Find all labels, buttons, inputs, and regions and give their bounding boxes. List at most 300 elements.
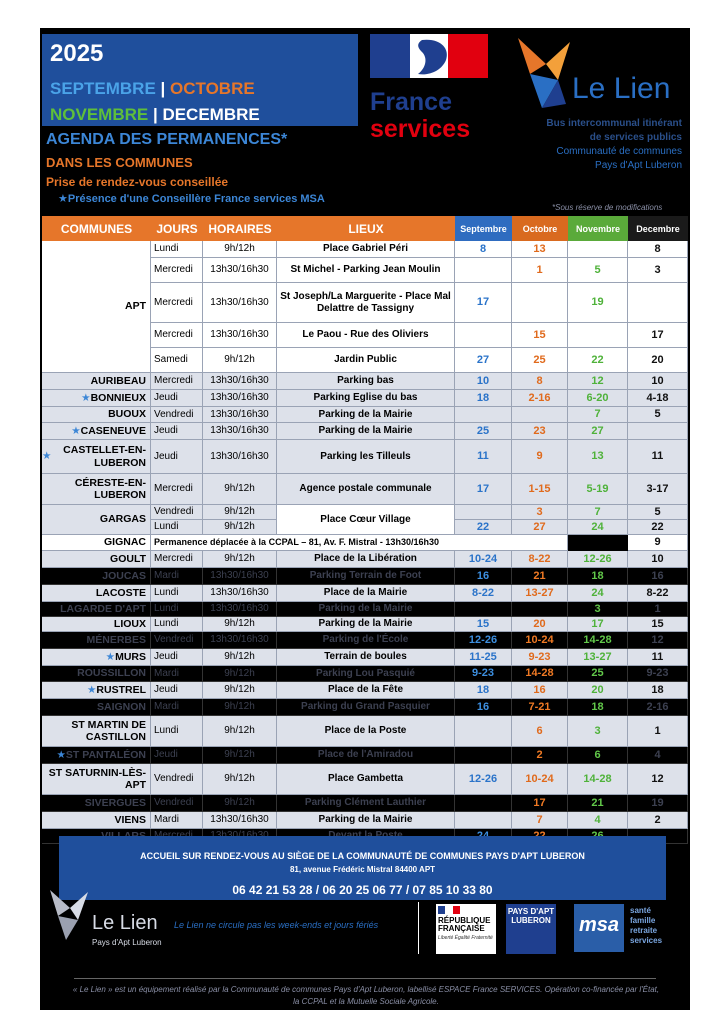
decembre-value: 22 <box>628 520 688 535</box>
le-lien-name: Le Lien <box>572 72 671 105</box>
header-horaires: HORAIRES <box>203 216 277 241</box>
reserve-star: * <box>552 203 556 212</box>
decembre-value: 10 <box>628 551 688 568</box>
lieu-cell: Parking de la Mairie <box>277 602 455 617</box>
horaire-cell: 13h30/16h30 <box>203 407 277 423</box>
commune-name <box>42 795 151 812</box>
jour-cell: Jeudi <box>151 440 203 474</box>
commune-label: SAIGNON <box>96 700 146 713</box>
septembre-value: 17 <box>455 474 512 505</box>
commune-name <box>42 617 151 632</box>
octobre-value: 10-24 <box>512 632 568 649</box>
star-icon: ★ <box>56 748 66 761</box>
commune-name <box>42 632 151 649</box>
octobre-value: 16 <box>512 682 568 699</box>
commune-name <box>42 474 151 505</box>
decembre-value: 10 <box>628 373 688 390</box>
novembre-value: 27 <box>568 423 628 440</box>
commune-name <box>42 390 151 407</box>
novembre-value: 12 <box>568 373 628 390</box>
commune-label: SIVERGUES <box>84 796 146 809</box>
horaire-cell: 13h30/16h30 <box>203 585 277 602</box>
horaire-cell: 13h30/16h30 <box>203 283 277 323</box>
header-decembre: Decembre <box>628 216 688 241</box>
horaire-cell: 9h/12h <box>203 348 277 373</box>
decembre-value: 12 <box>628 764 688 795</box>
le-lien-line4: Pays d'Apt Luberon <box>595 160 682 171</box>
commune-label: BUOUX <box>108 408 146 421</box>
msa-word: famille <box>630 916 656 925</box>
commune-label: MÉNERBES <box>86 633 146 646</box>
commune-name <box>42 373 151 390</box>
month-separator: | <box>155 79 170 98</box>
reserve-note <box>552 203 662 212</box>
months-line-1 <box>50 79 255 99</box>
octobre-value: 6 <box>512 716 568 747</box>
lieu-cell: Place de la Poste <box>277 716 455 747</box>
octobre-value: 27 <box>512 520 568 535</box>
table-row <box>42 716 688 747</box>
table-row <box>42 602 688 617</box>
commune-label: VIENS <box>114 813 146 826</box>
horaire-cell: 9h/12h <box>203 474 277 505</box>
reserve-note-text: Sous réserve de modifications <box>555 203 663 212</box>
commune-name <box>42 699 151 716</box>
table-row <box>42 699 688 716</box>
septembre-value: 11-25 <box>455 649 512 666</box>
jour-cell: Jeudi <box>151 747 203 764</box>
republique-francaise-text: RÉPUBLIQUE FRANÇAISE <box>438 916 491 934</box>
table-row <box>42 795 688 812</box>
novembre-value: 20 <box>568 682 628 699</box>
accueil-address: 81, avenue Frédéric Mistral 84400 APT <box>289 865 436 874</box>
decembre-value: 1 <box>628 716 688 747</box>
horaire-cell: 9h/12h <box>203 617 277 632</box>
poster <box>40 28 690 1010</box>
accueil-line1: ACCUEIL SUR RENDEZ-VOUS AU SIÈGE DE LA COMMUNAUTÉ DE COMMUNES PAYS D'APT LUBERON <box>140 851 585 861</box>
octobre-value: 20 <box>512 617 568 632</box>
jour-cell: Lundi <box>151 716 203 747</box>
republique-motto: Liberté Égalité Fraternité <box>438 935 493 941</box>
table-row <box>42 407 688 423</box>
commune-name <box>42 551 151 568</box>
jour-cell: Mercredi <box>151 373 203 390</box>
lieu-cell: Parking bas <box>277 373 455 390</box>
decembre-value: 5 <box>628 407 688 423</box>
footer-rule <box>74 978 656 979</box>
jour-cell: Mercredi <box>151 283 203 323</box>
octobre-value: 2-16 <box>512 390 568 407</box>
decembre-value: 11 <box>628 649 688 666</box>
jour-cell: Lundi <box>151 585 203 602</box>
jour-cell: Vendredi <box>151 407 203 423</box>
lieu-cell: Parking de l'École <box>277 632 455 649</box>
horaire-cell: 9h/12h <box>203 520 277 535</box>
septembre-value: 8-22 <box>455 585 512 602</box>
jour-cell: Mercredi <box>151 474 203 505</box>
lieu-cell: Place Gabriel Péri <box>277 241 455 258</box>
octobre-value <box>512 283 568 323</box>
commune-label: AURIBEAU <box>90 374 146 387</box>
lieu-cell: Agence postale communale <box>277 474 455 505</box>
footer-le-lien-name: Le Lien <box>92 912 158 934</box>
novembre-value: 6 <box>568 747 628 764</box>
jour-cell: Jeudi <box>151 682 203 699</box>
decembre-value: 11 <box>628 440 688 474</box>
septembre-value: 15 <box>455 617 512 632</box>
horaire-cell: 13h30/16h30 <box>203 323 277 348</box>
table-row <box>42 390 688 407</box>
novembre-value: 12-26 <box>568 551 628 568</box>
jour-cell: Vendredi <box>151 505 203 520</box>
msa-text: msa <box>578 914 620 936</box>
horaire-cell: 9h/12h <box>203 764 277 795</box>
commune-name <box>42 812 151 829</box>
novembre-value: 22 <box>568 348 628 373</box>
accueil-phones: 06 42 21 53 28 / 06 20 25 06 77 / 07 85 10 33 80 <box>232 883 493 897</box>
septembre-value: 12-26 <box>455 632 512 649</box>
lieu-cell: Terrain de boules <box>277 649 455 666</box>
jour-cell: Jeudi <box>151 649 203 666</box>
decembre-value: 20 <box>628 348 688 373</box>
commune-label: BONNIEUX <box>90 391 146 404</box>
table-row <box>42 682 688 699</box>
msa-word: services <box>630 936 663 945</box>
footer-le-lien-logo <box>46 886 166 956</box>
decembre-value: 19 <box>628 795 688 812</box>
commune-name <box>42 535 151 551</box>
table-row <box>42 764 688 795</box>
commune-label: CÉRESTE-EN-LUBERON <box>74 476 146 501</box>
novembre-value: 24 <box>568 585 628 602</box>
decembre-value <box>628 283 688 323</box>
header-box <box>42 34 358 126</box>
month-separator: | <box>148 105 163 124</box>
lieu-cell: Jardin Public <box>277 348 455 373</box>
commune-name <box>42 585 151 602</box>
commune-label: ST MARTIN DE CASTILLON <box>71 718 146 743</box>
jour-cell: Lundi <box>151 520 203 535</box>
octobre-value: 8 <box>512 373 568 390</box>
novembre-value: 17 <box>568 617 628 632</box>
septembre-value: 12-26 <box>455 764 512 795</box>
header-septembre: Septembre <box>455 216 512 241</box>
octobre-value <box>512 407 568 423</box>
header-communes: COMMUNES <box>42 216 151 241</box>
jour-cell: Mardi <box>151 812 203 829</box>
star-icon: ★ <box>42 450 52 463</box>
commune-label: GIGNAC <box>104 536 146 549</box>
novembre-value: 6-20 <box>568 390 628 407</box>
commune-name <box>42 649 151 666</box>
septembre-value <box>455 407 512 423</box>
horaire-cell: 9h/12h <box>203 699 277 716</box>
lieu-cell: Place de la Fête <box>277 682 455 699</box>
horaire-cell: 13h30/16h30 <box>203 602 277 617</box>
commune-label: RUSTREL <box>96 683 146 696</box>
horaire-cell: 13h30/16h30 <box>203 568 277 585</box>
france-word: France <box>370 88 452 116</box>
jour-cell: Mardi <box>151 666 203 682</box>
septembre-value: 27 <box>455 348 512 373</box>
lieu-cell: St Michel - Parking Jean Moulin <box>277 258 455 283</box>
jour-cell: Mercredi <box>151 323 203 348</box>
septembre-value: 17 <box>455 283 512 323</box>
septembre-value <box>455 505 512 520</box>
lieu-cell: Place de l'Amiradou <box>277 747 455 764</box>
novembre-value: 25 <box>568 666 628 682</box>
decembre-value: 8 <box>628 241 688 258</box>
commune-name <box>42 716 151 747</box>
octobre-value: 23 <box>512 423 568 440</box>
table-row <box>42 373 688 390</box>
septembre-value <box>455 323 512 348</box>
subtitle-communes: DANS LES COMMUNES <box>46 155 193 170</box>
le-lien-line2: de services publics <box>589 132 682 143</box>
decembre-value: 17 <box>628 323 688 348</box>
table-row <box>42 551 688 568</box>
months-line-2 <box>50 105 260 125</box>
horaire-cell: 13h30/16h30 <box>203 423 277 440</box>
table-header <box>42 216 688 241</box>
commune-name <box>42 747 151 764</box>
octobre-value: 3 <box>512 505 568 520</box>
commune-label: CASTELLET-EN-LUBERON <box>63 444 146 469</box>
table-row <box>42 812 688 829</box>
decembre-value: 9 <box>628 535 688 551</box>
tricolor-flag-icon <box>438 906 460 914</box>
novembre-value: 18 <box>568 568 628 585</box>
septembre-value: 9-23 <box>455 666 512 682</box>
octobre-value: 9 <box>512 440 568 474</box>
jour-cell: Vendredi <box>151 795 203 812</box>
novembre-value: 21 <box>568 795 628 812</box>
lieu-cell: Parking de la Mairie <box>277 407 455 423</box>
commune-label: GARGAS <box>99 513 146 526</box>
table-row <box>42 283 688 323</box>
france-services-logo <box>370 34 490 146</box>
novembre-value: 4 <box>568 812 628 829</box>
lieu-cell: Parking Clément Lauthier <box>277 795 455 812</box>
lieu-cell: Place de la Mairie <box>277 585 455 602</box>
novembre-value: 5-19 <box>568 474 628 505</box>
month-octobre: OCTOBRE <box>170 79 255 98</box>
gignac-notice: Permanence déplacée à la CCPAL – 81, Av. F. Mistral - 13h30/16h30 <box>151 535 568 551</box>
commune-label: LAGARDE D'APT <box>60 602 146 615</box>
le-lien-line1: Bus intercommunal itinérant <box>546 118 682 129</box>
horaire-cell: 13h30/16h30 <box>203 373 277 390</box>
octobre-value: 25 <box>512 348 568 373</box>
septembre-value: 18 <box>455 390 512 407</box>
octobre-value <box>512 602 568 617</box>
table-row <box>42 649 688 666</box>
septembre-value <box>455 795 512 812</box>
novembre-value: 5 <box>568 258 628 283</box>
septembre-value: 8 <box>455 241 512 258</box>
star-icon: ★ <box>81 391 91 404</box>
octobre-value: 1 <box>512 258 568 283</box>
lieu-cell: Le Paou - Rue des Oliviers <box>277 323 455 348</box>
msa-words <box>630 906 662 946</box>
lieu-cell: Parking les Tilleuls <box>277 440 455 474</box>
jour-cell: Lundi <box>151 241 203 258</box>
commune-name <box>42 602 151 617</box>
msa-note-text: Présence d'une Conseillère France services MSA <box>67 193 325 205</box>
table-row <box>42 535 688 551</box>
septembre-value: 18 <box>455 682 512 699</box>
jour-cell: Lundi <box>151 617 203 632</box>
horaire-cell: 13h30/16h30 <box>203 258 277 283</box>
commune-label: ST SATURNIN-LÈS-APT <box>48 766 146 791</box>
horaire-cell: 13h30/16h30 <box>203 812 277 829</box>
novembre-value <box>568 323 628 348</box>
septembre-value <box>455 716 512 747</box>
novembre-value: 19 <box>568 283 628 323</box>
septembre-value: 11 <box>455 440 512 474</box>
commune-label: CASENEUVE <box>80 424 146 437</box>
msa-word: santé <box>630 906 651 915</box>
le-lien-line3: Communauté de communes <box>556 146 682 157</box>
septembre-value: 16 <box>455 568 512 585</box>
septembre-value <box>455 812 512 829</box>
commune-name <box>42 666 151 682</box>
decembre-value: 4 <box>628 747 688 764</box>
msa-note <box>58 192 325 205</box>
octobre-value: 21 <box>512 568 568 585</box>
origami-bird-grey-icon <box>46 886 92 944</box>
table-row <box>42 520 688 535</box>
horaire-cell: 13h30/16h30 <box>203 390 277 407</box>
decembre-value: 12 <box>628 632 688 649</box>
septembre-value <box>455 747 512 764</box>
msa-word: retraite <box>630 926 658 935</box>
star-icon: ★ <box>86 683 97 696</box>
horaire-cell: 9h/12h <box>203 551 277 568</box>
decembre-value: 18 <box>628 682 688 699</box>
jour-cell: Vendredi <box>151 764 203 795</box>
header-novembre: Novembre <box>568 216 628 241</box>
table-row <box>42 505 688 526</box>
lieu-cell: Parking du Grand Pasquier <box>277 699 455 716</box>
commune-label: ROUSSILLON <box>77 667 146 680</box>
services-word: services <box>370 115 471 143</box>
octobre-value: 13 <box>512 241 568 258</box>
novembre-value: 3 <box>568 716 628 747</box>
octobre-value: 13-27 <box>512 585 568 602</box>
decembre-value: 2-16 <box>628 699 688 716</box>
horaire-cell: 9h/12h <box>203 666 277 682</box>
jour-cell: Mardi <box>151 568 203 585</box>
footer-divider <box>418 902 419 954</box>
jour-cell: Mercredi <box>151 258 203 283</box>
commune-label: LACOSTE <box>95 586 146 599</box>
horaire-cell: 9h/12h <box>203 747 277 764</box>
octobre-value: 17 <box>512 795 568 812</box>
novembre-value: 14-28 <box>568 764 628 795</box>
pays-apt-luberon-text: PAYS D'APT LUBERON <box>507 907 555 925</box>
lieu-cell: Parking Terrain de Foot <box>277 568 455 585</box>
table-row <box>42 585 688 602</box>
pays-apt-luberon-logo <box>506 904 556 954</box>
year: 2025 <box>50 40 104 67</box>
horaire-cell: 9h/12h <box>203 795 277 812</box>
septembre-value <box>455 258 512 283</box>
horaire-cell: 9h/12h <box>203 716 277 747</box>
republique-francaise-logo <box>436 904 496 954</box>
le-lien-logo <box>510 34 688 174</box>
marianne-flag-icon <box>370 34 488 78</box>
decembre-value <box>628 423 688 440</box>
decembre-value: 3-17 <box>628 474 688 505</box>
lieu-cell: Place de la Libération <box>277 551 455 568</box>
lieu-cell: Parking de la Mairie <box>277 812 455 829</box>
septembre-value <box>455 602 512 617</box>
octobre-value: 10-24 <box>512 764 568 795</box>
octobre-value: 8-22 <box>512 551 568 568</box>
subtitle-rendez-vous: Prise de rendez-vous conseillée <box>46 175 229 189</box>
table-row <box>42 632 688 649</box>
septembre-value: 16 <box>455 699 512 716</box>
novembre-value: 14-28 <box>568 632 628 649</box>
decembre-value: 15 <box>628 617 688 632</box>
octobre-value: 14-28 <box>512 666 568 682</box>
month-septembre: SEPTEMBRE <box>50 79 156 98</box>
commune-name <box>42 682 151 699</box>
novembre-value: 13 <box>568 440 628 474</box>
table-row <box>42 348 688 373</box>
horaire-cell: 9h/12h <box>203 682 277 699</box>
horaire-cell: 13h30/16h30 <box>203 632 277 649</box>
octobre-value: 9-23 <box>512 649 568 666</box>
msa-logo <box>574 904 624 952</box>
novembre-value: 3 <box>568 602 628 617</box>
lieu-cell: Place Gambetta <box>277 764 455 795</box>
star-icon: ★ <box>71 424 81 437</box>
star-icon: ★ <box>58 193 68 205</box>
horaire-cell: 9h/12h <box>203 241 277 258</box>
horaire-cell: 9h/12h <box>203 649 277 666</box>
decembre-value: 16 <box>628 568 688 585</box>
lieu-cell: Parking Eglise du bas <box>277 390 455 407</box>
jour-cell: Jeudi <box>151 390 203 407</box>
jour-cell: Lundi <box>151 602 203 617</box>
commune-name <box>42 764 151 795</box>
lieu-cell: Parking de la Mairie <box>277 423 455 440</box>
novembre-value: 7 <box>568 407 628 423</box>
header-jours: JOURS <box>151 216 203 241</box>
footer-le-lien-sub: Pays d'Apt Luberon <box>92 938 162 947</box>
commune-name <box>42 407 151 423</box>
commune-name <box>42 423 151 440</box>
month-decembre: DECEMBRE <box>162 105 260 124</box>
decembre-value: 5 <box>628 505 688 520</box>
jour-cell: Jeudi <box>151 423 203 440</box>
novembre-value <box>568 241 628 258</box>
commune-name <box>42 440 151 474</box>
octobre-value: 1-15 <box>512 474 568 505</box>
novembre-value: 24 <box>568 520 628 535</box>
septembre-value: 10 <box>455 373 512 390</box>
table-row <box>42 423 688 440</box>
header-octobre: Octobre <box>512 216 568 241</box>
table-row <box>42 747 688 764</box>
table-row <box>42 258 688 283</box>
table-row <box>42 323 688 348</box>
commune-name <box>42 568 151 585</box>
decembre-value: 8-22 <box>628 585 688 602</box>
agenda-title: AGENDA DES PERMANENCES* <box>46 131 288 148</box>
novembre-value: 13-27 <box>568 649 628 666</box>
